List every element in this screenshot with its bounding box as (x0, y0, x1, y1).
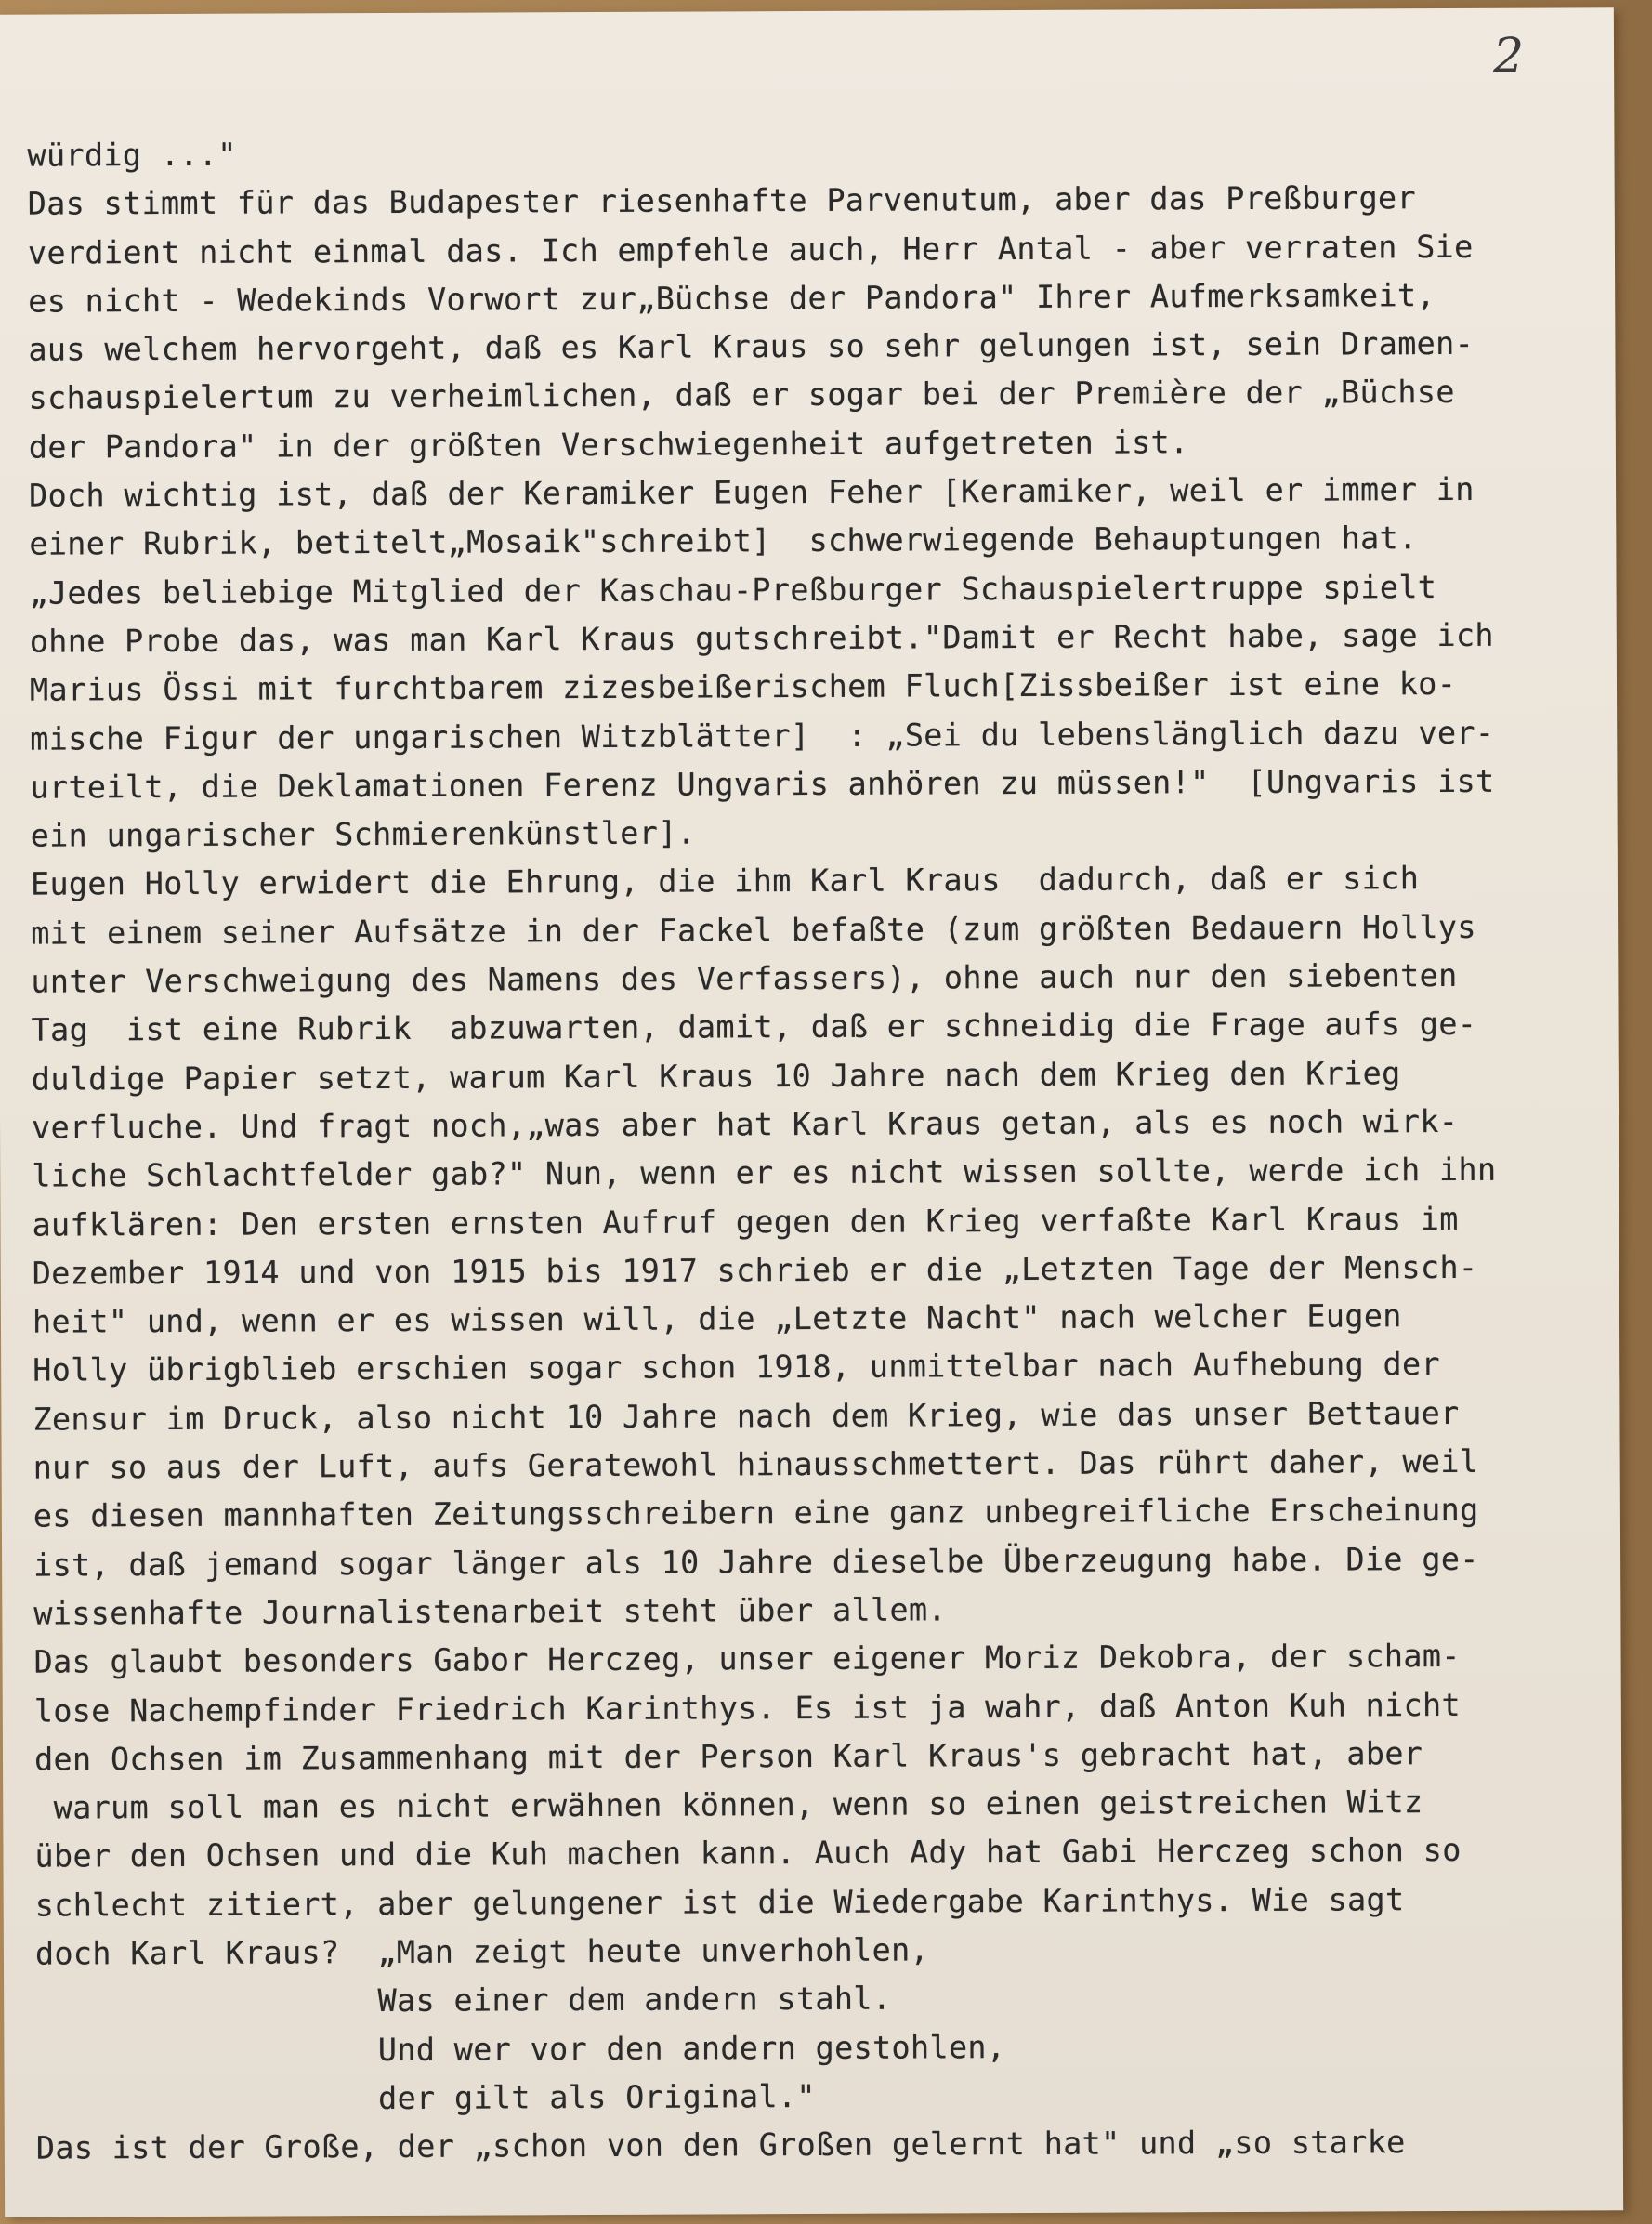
text-line: ein ungarischer Schmierenkünstler]. (30, 814, 697, 854)
text-line: Was einer dem andern stahl. (35, 1980, 892, 2020)
text-line: der Pandora" in der größten Verschwiegenheit aufgetreten ist. (28, 423, 1189, 466)
typewritten-page (0, 7, 1623, 2217)
text-line: Und wer vor den andern gestohlen, (35, 2028, 1006, 2070)
text-line: verdient nicht einmal das. Ich empfehle auch, Herr Antal - aber verraten Sie (27, 228, 1474, 271)
text-line: mit einem seiner Aufsätze in der Fackel befaßte (zum größten Bedauern Hollys (31, 908, 1476, 952)
text-line: mische Figur der ungarischen Witzblätter] : „Sei du lebenslänglich dazu ver- (30, 714, 1495, 757)
text-line: ohne Probe das, was man Karl Kraus gutschreibt."Damit er Recht habe, sage ich (29, 616, 1494, 660)
text-line: duldige Papier setzt, warum Karl Kraus 10 Jahre nach dem Krieg den Krieg (31, 1054, 1401, 1098)
text-line: lose Nachempfinder Friedrich Karinthys. Es ist ja wahr, daß Anton Kuh nicht (33, 1686, 1462, 1730)
text-line: würdig ..." (27, 136, 237, 174)
text-line: Holly übrigblieb erschien sogar schon 1918, unmittelbar nach Aufhebung der (33, 1346, 1440, 1389)
text-line: urteilt, die Deklamationen Ferenz Ungvaris anhören zu müssen!" [Ungvaris ist (30, 762, 1495, 806)
text-line: den Ochsen im Zusammenhang mit der Person Karl Kraus's gebracht hat, aber (33, 1734, 1423, 1778)
body-text (27, 125, 1606, 2173)
text-line: heit" und, wenn er es wissen will, die „Letzte Nacht" nach welcher Eugen (32, 1297, 1402, 1340)
text-line: Das stimmt für das Budapester riesenhafte Parvenutum, aber das Preßburger (27, 179, 1417, 222)
text-line: doch Karl Kraus? „Man zeigt heute unverhohlen, (34, 1931, 930, 1972)
page-number: 2 (1492, 28, 1525, 85)
text-line: warum soll man es nicht erwähnen können, wenn so einen geistreichen Witz (34, 1783, 1423, 1826)
text-line: einer Rubrik, betitelt„Mosaik"schreibt] schwerwiegende Behauptungen hat. (29, 520, 1418, 563)
text-line: über den Ochsen und die Kuh machen kann. Auch Ady hat Gabi Herczeg schon so (34, 1832, 1462, 1875)
text-line: Marius Össi mit furchtbarem zizesbeißerischem Fluch[Zissbeißer ist eine ko- (29, 665, 1457, 708)
text-line: Dezember 1914 und von 1915 bis 1917 schrieb er die „Letzten Tage der Mensch- (32, 1248, 1478, 1292)
text-line: der gilt als Original." (35, 2077, 816, 2118)
text-line: ist, daß jemand sogar länger als 10 Jahre dieselbe Überzeugung habe. Die ge- (33, 1540, 1479, 1584)
text-line: wissenhafte Journalistenarbeit steht über allem. (33, 1591, 947, 1632)
text-line: unter Verschweigung des Namens des Verfassers), ohne auch nur den siebenten (31, 957, 1458, 1000)
text-line: Tag ist eine Rubrik abzuwarten, damit, daß er schneidig die Frage aufs ge- (31, 1006, 1477, 1048)
text-line: schlecht zitiert, aber gelungener ist die Wiedergabe Karinthys. Wie sagt (34, 1880, 1405, 1924)
text-line: verfluche. Und fragt noch,„was aber hat Karl Kraus getan, als es noch wirk- (31, 1102, 1459, 1146)
text-line: Das ist der Große, der „schon von den Großen gelernt hat" und „so starke (35, 2124, 1406, 2166)
text-line: aus welchem hervorgeht, daß es Karl Kraus so sehr gelungen ist, sein Dramen- (28, 325, 1475, 368)
text-line: schauspielertum zu verheimlichen, daß er sogar bei der Première der „Büchse (28, 374, 1455, 417)
text-line: Zensur im Druck, also nicht 10 Jahre nach dem Krieg, wie das unser Bettauer (33, 1394, 1460, 1438)
text-line: es nicht - Wedekinds Vorwort zur„Büchse der Pandora" Ihrer Aufmerksamkeit, (28, 276, 1436, 320)
text-line: es diesen mannhaften Zeitungsschreibern eine ganz unbegreifliche Erscheinung (33, 1492, 1479, 1534)
text-line: liche Schlachtfelder gab?" Nun, wenn er es nicht wissen sollte, werde ich ihn (32, 1151, 1497, 1194)
text-line: Das glaubt besonders Gabor Herczeg, unser eigener Moriz Dekobra, der scham- (33, 1638, 1461, 1680)
text-line: Eugen Holly erwidert die Ehrung, die ihm Karl Kraus dadurch, daß er sich (30, 860, 1420, 903)
text-line: aufklären: Den ersten ernsten Aufruf gegen den Krieg verfaßte Karl Kraus im (32, 1200, 1459, 1244)
text-line: „Jedes beliebige Mitglied der Kaschau-Preßburger Schauspielertruppe spielt (29, 568, 1437, 612)
text-line: Doch wichtig ist, daß der Keramiker Eugen Feher [Keramiker, weil er immer in (29, 470, 1475, 514)
text-line: nur so aus der Luft, aufs Geratewohl hinausschmettert. Das rührt daher, weil (33, 1442, 1479, 1486)
